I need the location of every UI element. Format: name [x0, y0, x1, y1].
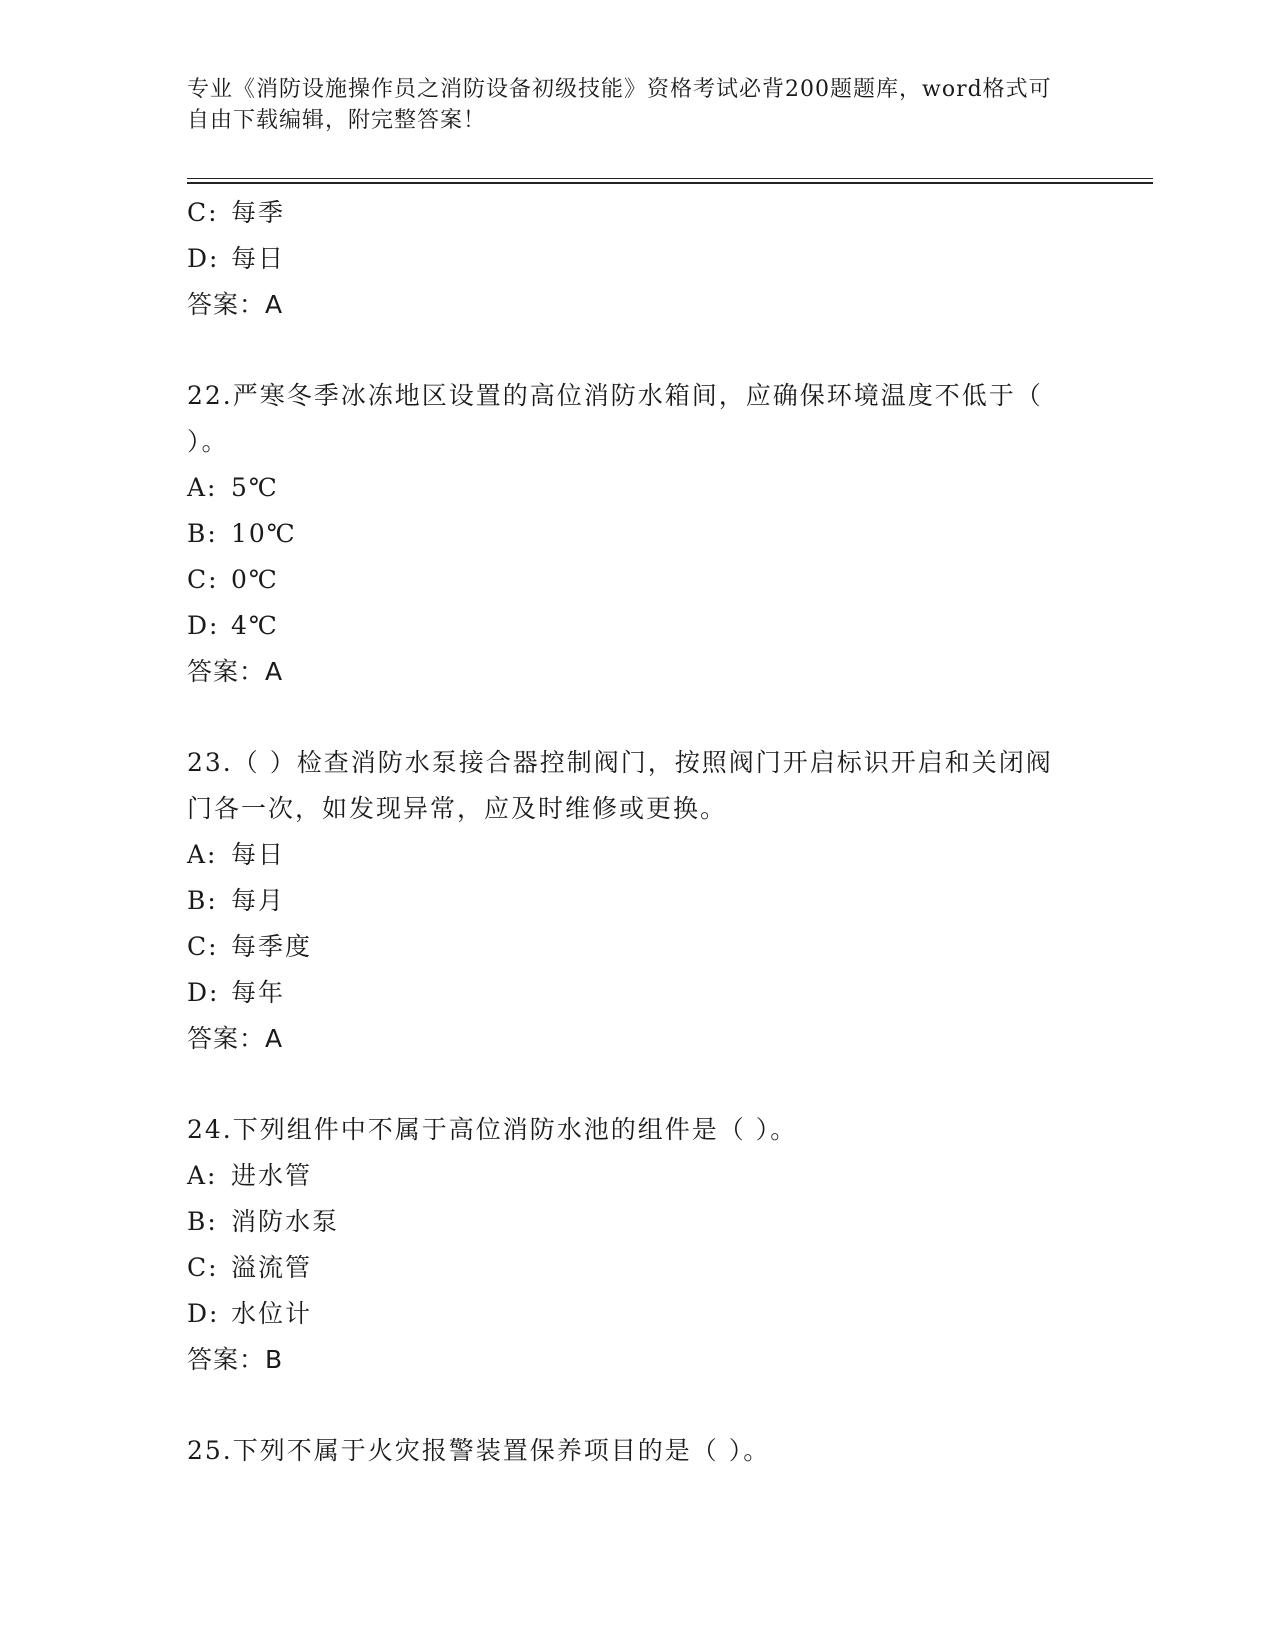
question-24 — [187, 1107, 1087, 1383]
spacer — [187, 695, 1087, 740]
option-label: B: — [187, 519, 218, 548]
question-text: 24.下列组件中不属于高位消防水池的组件是（ ）。 — [187, 1115, 798, 1144]
option-b — [187, 878, 1087, 924]
option-label: A: — [187, 840, 218, 869]
spacer — [187, 328, 1087, 373]
option-label: C: — [187, 565, 219, 594]
option-text: 消防水泵 — [231, 1207, 340, 1236]
option-d — [187, 1291, 1087, 1337]
option-label: A: — [187, 1161, 218, 1190]
option-label: B: — [187, 886, 218, 915]
question-22 — [187, 373, 1087, 695]
option-label: A: — [187, 473, 218, 502]
option-text: 10℃ — [231, 519, 297, 548]
option-label: C: — [187, 1253, 219, 1282]
option-a — [187, 832, 1087, 878]
option-label: C: — [187, 198, 219, 227]
option-c — [187, 190, 1087, 236]
option-text: 5℃ — [231, 473, 279, 502]
option-a — [187, 1153, 1087, 1199]
option-text: 每季 — [231, 198, 286, 227]
spacer — [187, 1383, 1087, 1428]
header-divider-thin — [187, 178, 1153, 179]
option-c — [187, 924, 1087, 970]
option-text: 每日 — [231, 840, 286, 869]
question-text: 25.下列不属于火灾报警装置保养项目的是（ ）。 — [187, 1436, 771, 1465]
option-d — [187, 970, 1087, 1016]
answer-line: 答案：A — [187, 1024, 284, 1053]
document-header: 专业《消防设施操作员之消防设备初级技能》资格考试必背200题题库，word格式可自由下载编辑，附完整答案！ — [187, 77, 1052, 133]
option-label: D: — [187, 978, 220, 1007]
option-b — [187, 511, 1087, 557]
option-c — [187, 1245, 1087, 1291]
question-25 — [187, 1428, 1087, 1474]
spacer — [187, 1062, 1087, 1107]
answer-line: 答案：B — [187, 1345, 284, 1374]
header-divider-thick — [187, 182, 1153, 184]
answer-line: 答案：A — [187, 657, 284, 686]
option-d — [187, 603, 1087, 649]
question-list — [187, 190, 1087, 1474]
question-text: 23.（ ）检查消防水泵接合器控制阀门，按照阀门开启标识开启和关闭阀门各一次，如发现异常，应及时维修或更换。 — [187, 748, 1053, 823]
option-text: 每月 — [231, 886, 286, 915]
option-text: 溢流管 — [231, 1253, 313, 1282]
option-b — [187, 1199, 1087, 1245]
option-text: 每年 — [231, 978, 286, 1007]
question-text: 22.严寒冬季冰冻地区设置的高位消防水箱间，应确保环境温度不低于（ ）。 — [187, 381, 1043, 456]
option-text: 水位计 — [231, 1299, 313, 1328]
option-text: 每季度 — [231, 932, 313, 961]
option-label: C: — [187, 932, 219, 961]
question-23 — [187, 740, 1087, 1062]
question-21-tail — [187, 190, 1087, 328]
option-text: 0℃ — [231, 565, 279, 594]
option-c — [187, 557, 1087, 603]
option-label: D: — [187, 611, 220, 640]
option-label: B: — [187, 1207, 218, 1236]
option-text: 4℃ — [231, 611, 279, 640]
option-d — [187, 236, 1087, 282]
option-text: 每日 — [231, 244, 286, 273]
answer-line: 答案：A — [187, 290, 284, 319]
option-a — [187, 465, 1087, 511]
option-label: D: — [187, 1299, 220, 1328]
option-label: D: — [187, 244, 220, 273]
option-text: 进水管 — [231, 1161, 313, 1190]
